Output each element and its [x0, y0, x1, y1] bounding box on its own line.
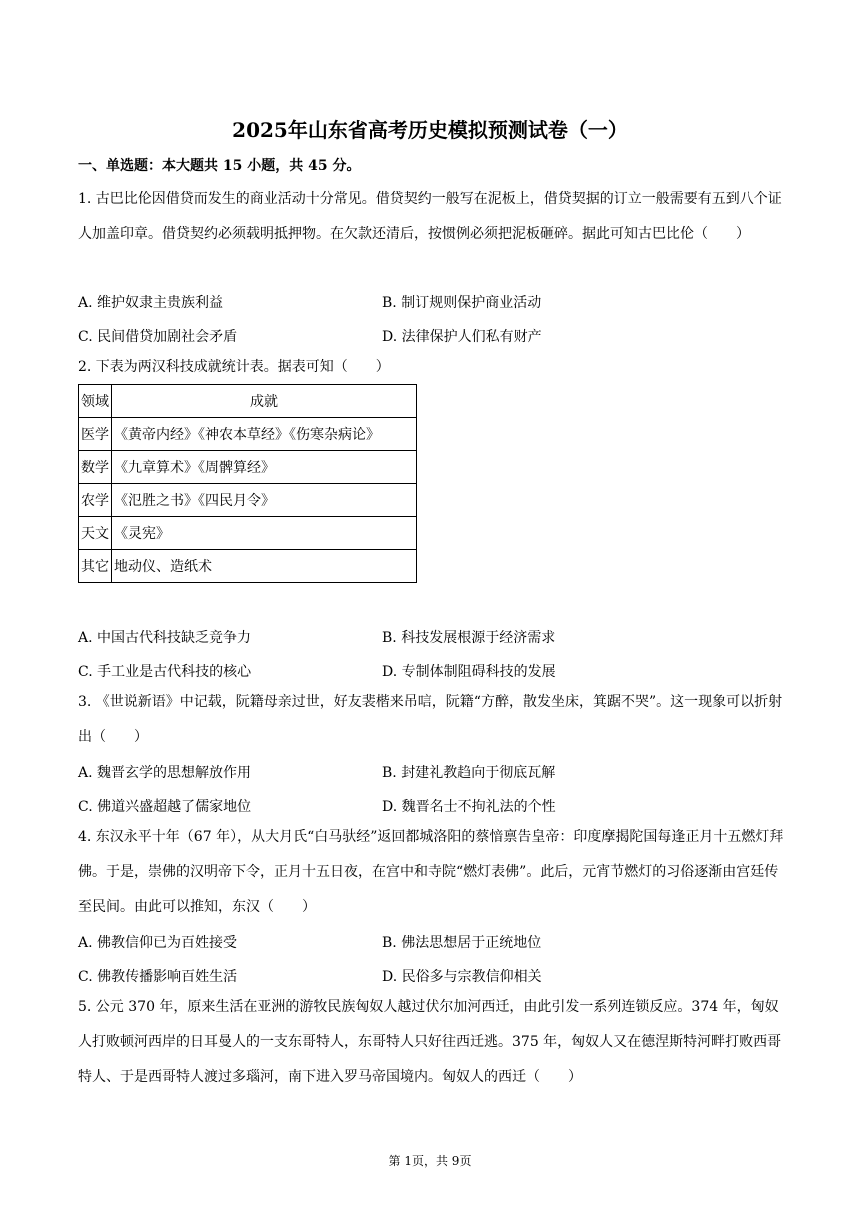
table-cell-field: 医学 [79, 418, 112, 451]
question-4-option-b[interactable]: B. 佛法思想居于正统地位 [382, 935, 542, 951]
question-1-text: 1. 古巴比伦因借贷而发生的商业活动十分常见。借贷契约一般写在泥板上，借贷契据的订立一般需要有五到八个证人加盖印章。借贷契约必须载明抵押物。在欠款还清后，按惯例必须把泥板砸碎。据此可知古巴比伦（ ） [78, 191, 782, 242]
question-4-options-row-1 [78, 932, 784, 954]
question-2-options-row-1 [78, 627, 784, 649]
question-1-option-a[interactable]: A. 维护奴隶主贵族利益 [78, 295, 224, 311]
question-2-option-b[interactable]: B. 科技发展根源于经济需求 [382, 630, 556, 646]
question-4-options-row-2 [78, 966, 784, 988]
table-cell-achievement: 《黄帝内经》《神农本草经》《伤寒杂病论》 [112, 418, 417, 451]
question-3-option-c[interactable]: C. 佛道兴盛超越了儒家地位 [78, 799, 252, 815]
question-1-option-b[interactable]: B. 制订规则保护商业活动 [382, 295, 542, 311]
question-4-text: 4. 东汉永平十年（67 年），从大月氏“白马驮经”返回都城洛阳的蔡愔禀告皇帝：印度摩揭陀国每逢正月十五燃灯拜佛。于是，崇佛的汉明帝下令，正月十五日夜，在宫中和寺院“燃灯表佛”。此后，元宵节燃灯的习俗逐渐由宫廷传至民间。由此可以推知，东汉（ ） [78, 829, 784, 915]
table-cell-achievement: 地动仪、造纸术 [112, 550, 417, 583]
question-5-text: 5. 公元 370 年，原来生活在亚洲的游牧民族匈奴人越过伏尔加河西迁，由此引发一系列连锁反应。374 年，匈奴人打败顿河西岸的日耳曼人的一支东哥特人，东哥特人只好往西迁逃。375 年，匈奴人又在德涅斯特河畔打败西哥特人、于是西哥特人渡过多瑙河，南下进入罗马帝国境内。匈奴人的西迁（ ） [78, 999, 782, 1085]
question-4-option-c[interactable]: C. 佛教传播影响百姓生活 [78, 969, 238, 985]
question-2-options-row-2 [78, 661, 784, 683]
question-2-option-d[interactable]: D. 专制体制阻碍科技的发展 [382, 664, 556, 680]
table-row [79, 418, 417, 451]
table-row [79, 451, 417, 484]
question-3-options-row-2 [78, 796, 784, 818]
table-cell-field: 农学 [79, 484, 112, 517]
question-3-option-d[interactable]: D. 魏晋名士不拘礼法的个性 [382, 799, 556, 815]
question-2-option-a[interactable]: A. 中国古代科技缺乏竞争力 [78, 630, 252, 646]
question-1-option-d[interactable]: D. 法律保护人们私有财产 [382, 329, 542, 345]
question-3-text: 3. 《世说新语》中记载，阮籍母亲过世，好友裴楷来吊唁，阮籍“方醉，散发坐床，箕踞不哭”。这一现象可以折射出（ ） [78, 694, 783, 745]
table-cell-field: 其它 [79, 550, 112, 583]
question-1-option-c[interactable]: C. 民间借贷加剧社会矛盾 [78, 329, 238, 345]
question-3-option-b[interactable]: B. 封建礼教趋向于彻底瓦解 [382, 765, 556, 781]
question-4-option-a[interactable]: A. 佛教信仰已为百姓接受 [78, 935, 238, 951]
question-1-options-row-2 [78, 326, 784, 348]
question-3-options-row-1 [78, 762, 784, 784]
table-row [79, 517, 417, 550]
table-header-achievement: 成就 [112, 385, 417, 418]
question-4-option-d[interactable]: D. 民俗多与宗教信仰相关 [382, 969, 542, 985]
table-cell-field: 数学 [79, 451, 112, 484]
table-cell-field: 天文 [79, 517, 112, 550]
table-row [79, 484, 417, 517]
table-header-field: 领域 [79, 385, 112, 418]
table-row [79, 550, 417, 583]
table-cell-achievement: 《氾胜之书》《四民月令》 [112, 484, 417, 517]
table-cell-achievement: 《九章算术》《周髀算经》 [112, 451, 417, 484]
question-2-text: 2. 下表为两汉科技成就统计表。据表可知（ ） [78, 359, 390, 375]
question-2-option-c[interactable]: C. 手工业是古代科技的核心 [78, 664, 252, 680]
question-3-option-a[interactable]: A. 魏晋玄学的思想解放作用 [78, 765, 252, 781]
table-header-row [79, 385, 417, 418]
section-heading: 一、单选题：本大题共 15 小题，共 45 分。 [78, 158, 361, 174]
tech-achievements-table [78, 384, 417, 583]
question-1-options-row-1 [78, 292, 784, 314]
page-title: 2025年山东省高考历史模拟预测试卷（一） [232, 118, 628, 142]
page-number-footer: 第 1页，共 9页 [388, 1154, 472, 1168]
table-cell-achievement: 《灵宪》 [112, 517, 417, 550]
